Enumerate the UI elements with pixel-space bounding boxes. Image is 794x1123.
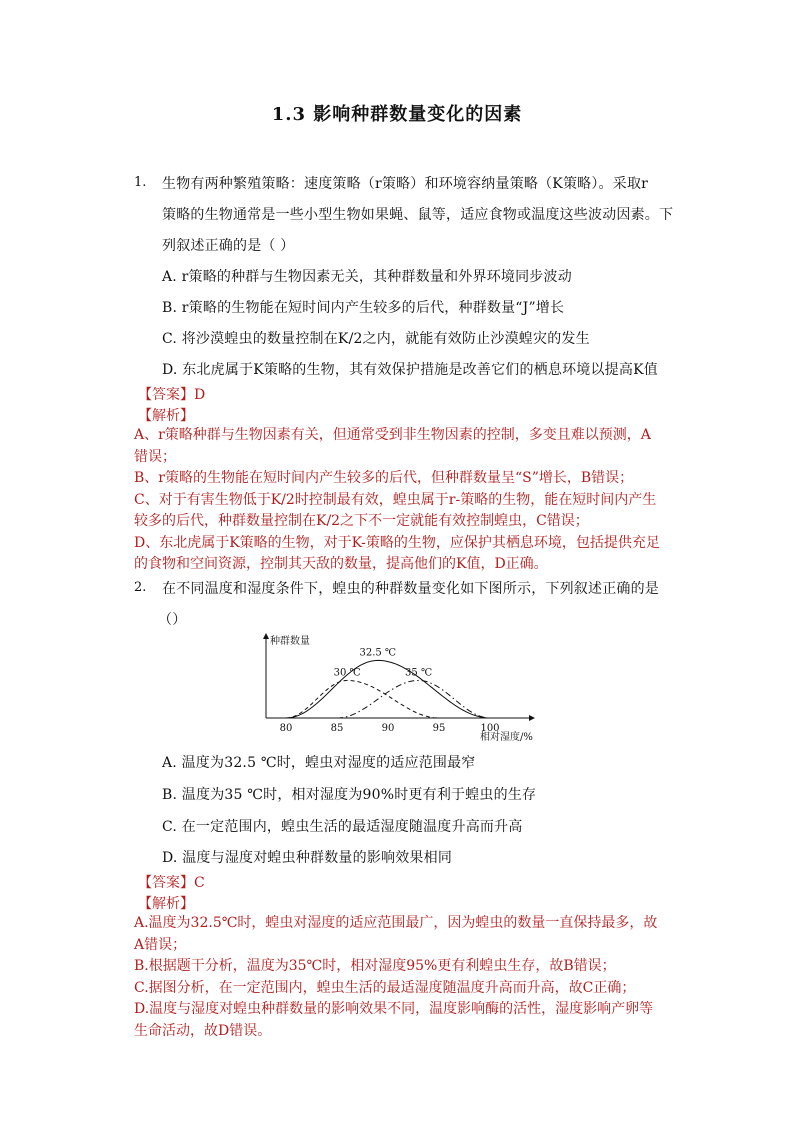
analysis-label: 【解析】 [138,408,194,424]
analysis-item: B、r策略的生物能在短时间内产生较多的后代，但种群数量呈“S”增长，B错误； [134,470,634,486]
question-stem-line: 列叙述正确的是（ ） [162,238,295,254]
question-number: 2. [134,580,147,595]
x-axis-label: 相对湿度/% [480,732,533,743]
analysis-item: A.温度为32.5℃时，蝗虫对湿度的适应范围最广，因为蝗虫的数量一直保持最多，故A错误； [134,915,658,953]
question-stem-line: 策略的生物通常是一些小型生物如果蝇、鼠等，适应食物或温度这些波动因素。下 [162,207,674,223]
x-tick-label: 80 [279,723,293,734]
x-tick-label: 95 [432,723,446,734]
question-stem-line: （） [158,612,187,628]
option-a: A. 温度为32.5 ℃时，蝗虫对湿度的适应范围最窄 [162,755,476,771]
analysis-text [134,913,662,1042]
analysis-item: B.根据题干分析，温度为35℃时，相对湿度95%更有利蝗虫生存，故B错误； [134,958,616,974]
question-number: 1. [134,175,147,190]
option-a: A. r策略的种群与生物因素无关，其种群数量和外界环境同步波动 [162,269,572,285]
analysis-item: C.据图分析，在一定范围内，蝗虫生活的最适湿度随温度升高而升高，故C正确； [134,979,636,996]
option-c: C. 在一定范围内，蝗虫生活的最适湿度随温度升高而升高 [162,819,523,835]
series-line [286,660,490,718]
analysis-text [134,425,662,576]
question-stem-line: 在不同温度和湿度条件下，蝗虫的种群数量变化如下图所示，下列叙述正确的是 [162,581,659,597]
analysis-item: D.温度与湿度对蝗虫种群数量的影响效果不同，温度影响酶的活性，湿度影响产卵等生命活动，故D错误。 [134,1001,654,1039]
page-title: 1.3 影响种群数量变化的因素 [271,104,523,125]
series-line [286,680,439,718]
answer: 【答案】D [138,387,206,403]
x-tick-label: 90 [381,723,395,734]
option-b: B. 温度为35 ℃时，相对湿度为90%时更有利于蝗虫的生存 [162,787,537,803]
series-label: 32.5 ℃ [359,647,397,659]
analysis-item: C、对于有害生物低于K/2时控制最有效，蝗虫属于r-策略的生物，能在短时间内产生较多的后代，种群数量控制在K/2之下不一定就能有效控制蝗虫，C错误； [134,491,657,529]
analysis-item: A、r策略种群与生物因素有关，但通常受到非生物因素的控制，多变且难以预测，A错误； [134,427,651,465]
series-label: 35 ℃ [405,667,433,679]
answer: 【答案】C [138,875,205,891]
x-tick-label: 100 [480,723,500,734]
y-axis-label: 种群数量 [270,636,310,647]
population-humidity-chart [250,630,540,752]
question-stem-line: 生物有两种繁殖策略：速度策略（r策略）和环境容纳量策略（K策略）。采取r [162,176,649,192]
analysis-label: 【解析】 [138,896,194,912]
series-label: 30 ℃ [333,667,361,679]
option-d: D. 温度与湿度对蝗虫种群数量的影响效果相同 [162,850,453,866]
analysis-item: D、东北虎属于K策略的生物，对于K-策略的生物，应保护其栖息环境，包括提供充足的食物和空间资源，控制其天敌的数量，提高他们的K值，D正确。 [134,534,660,572]
option-d: D. 东北虎属于K策略的生物，其有效保护措施是改善它们的栖息环境以提高K值 [162,362,658,378]
option-c: C. 将沙漠蝗虫的数量控制在K/2之内，就能有效防止沙漠蝗灾的发生 [162,331,590,347]
option-b: B. r策略的生物能在短时间内产生较多的后代，种群数量“J”增长 [162,300,565,316]
x-tick-label: 85 [330,723,344,734]
